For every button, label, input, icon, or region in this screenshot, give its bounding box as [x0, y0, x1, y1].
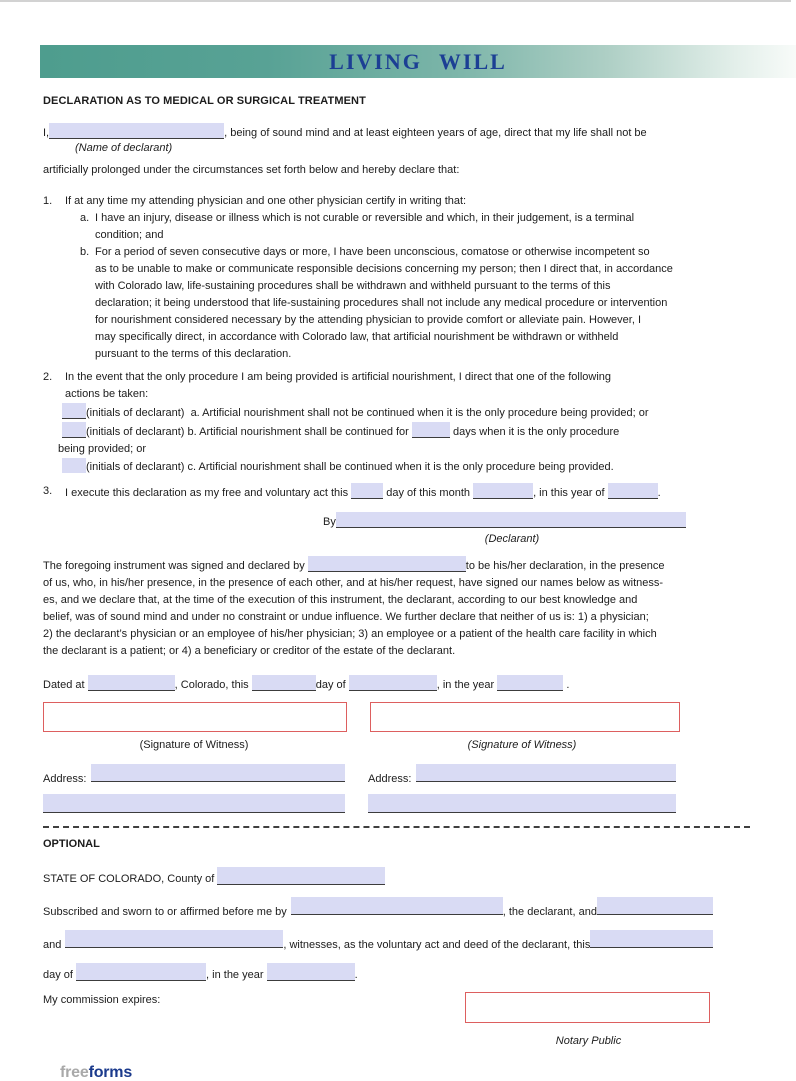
notary-month-field[interactable]: [76, 963, 206, 981]
item-2-line: In the event that the only procedure I am being provided is artificial nourishment, I direct that one of the following: [65, 371, 612, 383]
intro-pre: I,: [43, 127, 50, 139]
days-field[interactable]: [412, 422, 450, 438]
witness-signature-row: [43, 702, 748, 732]
witness2-address-field2[interactable]: [368, 794, 676, 813]
commission-row: [43, 992, 710, 1023]
option-c-text: c. Artificial nourishment shall be continued when it is the only procedure being provided.: [187, 461, 614, 473]
header-band: [40, 45, 796, 78]
item-3: [43, 483, 737, 502]
item-1b-line: declaration; it being understood that life-sustaining procedures shall not include any medical procedure or intervention: [95, 297, 668, 309]
item-1: [43, 193, 737, 363]
dated-day-field[interactable]: [252, 675, 316, 691]
item-1b-letter: b.: [80, 246, 90, 258]
item-1b-line: For a period of seven consecutive days or more, I have been unconscious, comatose or otherwise incompetent so: [95, 246, 650, 258]
witness-para-line: the declarant is a patient; or 4) a beneficiary or creditor of the estate of the declarant.: [43, 645, 456, 657]
item-3-seg3: , in this year of: [533, 487, 605, 499]
option-b-post: days when it is the only procedure: [452, 426, 620, 438]
initials-c-field[interactable]: [62, 458, 86, 473]
freeforms-logo: [60, 1064, 748, 1081]
option-a-text: a. Artificial nourishment shall not be continued when it is the only procedure being provided; or: [190, 407, 649, 419]
witness-para-seg2: to be his/her declaration, in the presence: [465, 560, 665, 572]
witness2-signature-box[interactable]: [370, 702, 680, 732]
item-1a-line: I have an injury, disease or illness which is not curable or reversible and which, in their judgement, is a terminal: [95, 212, 635, 224]
sub2-pre: and: [43, 939, 62, 951]
witness-para-line: belief, was of sound mind and under no constraint or undue influence. We further declare that neither of us is: 1) a physician;: [43, 611, 649, 623]
option-b-line: [62, 422, 748, 441]
notary-day-field[interactable]: [590, 930, 713, 948]
by-line: [323, 512, 748, 531]
witness-para-line: 2) the declarant’s physician or an employee of his/her physician; 3) an employee or a patient of the health care facility in which: [43, 628, 657, 640]
option-b-cont: being provided; or: [58, 443, 147, 455]
sub1-mid: , the declarant, and: [502, 906, 597, 918]
subscribed-line3: [43, 963, 748, 984]
execute-day-field[interactable]: [351, 483, 383, 499]
witness-para-line: of us, who, in his/her presence, in the presence of each other, and at his/her request, have signed our names below as witness-: [43, 577, 664, 589]
option-b-pre: b. Artificial nourishment shall be continued for: [187, 426, 409, 438]
item-1b-line: pursuant to the terms of this declaration.: [95, 348, 292, 360]
declaration-heading: DECLARATION AS TO MEDICAL OR SURGICAL TREATMENT: [43, 95, 366, 107]
commission-label: My commission expires:: [43, 994, 161, 1006]
declarant-signature-field[interactable]: [336, 512, 686, 528]
optional-heading: OPTIONAL: [43, 838, 100, 850]
witness2-name-field[interactable]: [65, 930, 283, 948]
address-row: [43, 764, 748, 813]
item-3-seg4: .: [657, 487, 661, 499]
intro-line2: artificially prolonged under the circumstances set forth below and hereby declare that:: [43, 164, 460, 176]
witness1-address-field1[interactable]: [91, 764, 345, 782]
witness2-address-block: [368, 764, 676, 813]
execute-year-field[interactable]: [608, 483, 658, 499]
witness2-address-line1: [368, 764, 676, 788]
subscribed-line1: [43, 897, 713, 921]
item-1b: [80, 244, 737, 363]
witness-paragraph: [43, 556, 715, 660]
item-3-line: [65, 483, 737, 502]
witness-para-seg1: The foregoing instrument was signed and declared by: [43, 560, 305, 572]
dated-seg5: .: [566, 679, 570, 691]
intro-line: [43, 123, 715, 142]
dated-seg1: Dated at: [43, 679, 85, 691]
name-caption: (Name of declarant): [75, 142, 173, 154]
witness1-caption: (Signature of Witness): [139, 739, 249, 751]
state-county-line: [43, 867, 748, 888]
dated-month-field[interactable]: [349, 675, 437, 691]
initials-b-field[interactable]: [62, 422, 86, 438]
declared-by-name-field[interactable]: [308, 556, 466, 572]
declarant-caption: (Declarant): [484, 533, 540, 545]
item-1b-line: as to be unable to make or communicate responsible decisions concerning my person; then I direct that, in accordance: [95, 263, 673, 275]
notary-year-field[interactable]: [267, 963, 355, 981]
witness1-signature-box[interactable]: [43, 702, 347, 732]
by-label: By: [323, 516, 336, 528]
witness1-address-block: [43, 764, 345, 813]
item-3-number: 3.: [43, 485, 53, 497]
dated-line: [43, 675, 748, 694]
county-field[interactable]: [217, 867, 385, 885]
option-c-line: [62, 458, 748, 476]
sub1-pre: Subscribed and sworn to or affirmed before me by: [43, 906, 287, 918]
dated-seg3: day of: [315, 679, 346, 691]
dated-seg4: , in the year: [436, 679, 495, 691]
intro-post: , being of sound mind and at least eighteen years of age, direct that my life shall not be: [224, 127, 647, 139]
address-label: Address:: [368, 773, 412, 785]
sworn-declarant-name-field[interactable]: [291, 897, 503, 915]
state-pre: STATE OF COLORADO, County of: [43, 873, 215, 885]
witness-para-line: es, and we declare that, at the time of the execution of this instrument, the declarant, according to our best knowledge and: [43, 594, 638, 606]
item-1b-line: may specifically direct, in accordance with Colorado law, that artificial nourishment be withdrawn or withheld: [95, 331, 619, 343]
sub3-mid: , in the year: [206, 969, 264, 981]
dated-city-field[interactable]: [88, 675, 175, 691]
address-label: Address:: [43, 773, 87, 785]
initials-options: [43, 403, 748, 476]
execute-month-field[interactable]: [473, 483, 533, 499]
notary-caption: Notary Public: [555, 1035, 622, 1047]
section-divider: [43, 826, 750, 828]
initials-label: (initials of declarant): [86, 407, 185, 419]
logo-free-text: free: [60, 1064, 89, 1081]
dated-year-field[interactable]: [497, 675, 563, 691]
witness2-address-field1[interactable]: [416, 764, 676, 782]
declarant-name-field[interactable]: [49, 123, 224, 139]
witness1-name-field[interactable]: [597, 897, 713, 915]
item-2-number: 2.: [43, 371, 53, 383]
notary-signature-box[interactable]: [465, 992, 710, 1023]
witness1-address-line1: [43, 764, 345, 788]
subscribed-line2: [43, 930, 713, 954]
sub3-pre: day of: [43, 969, 73, 981]
witness-caption-row: [43, 732, 748, 754]
witness-para-line: [43, 556, 715, 575]
item-1a: [80, 210, 737, 244]
page-title: LIVING WILL: [329, 49, 507, 74]
witness2-caption: (Signature of Witness): [467, 739, 577, 751]
option-a-line: [62, 403, 748, 422]
initials-a-field[interactable]: [62, 403, 86, 419]
item-1a-line: condition; and: [95, 229, 164, 241]
initials-label: (initials of declarant): [86, 461, 185, 473]
sub2-mid: , witnesses, as the voluntary act and deed of the declarant, this: [283, 939, 591, 951]
item-1b-line: with Colorado law, life-sustaining procedures shall be withdrawn and withheld pursuant to the terms of this: [95, 280, 611, 292]
witness1-address-field2[interactable]: [43, 794, 345, 813]
item-3-seg1: I execute this declaration as my free and voluntary act this: [65, 487, 349, 499]
logo-forms-text: forms: [88, 1064, 133, 1081]
item-1b-line: for nourishment considered necessary by the attending physician to provide comfort or alleviate pain. However, I: [95, 314, 642, 326]
item-1-number: 1.: [43, 195, 53, 207]
item-3-seg2: day of this month: [386, 487, 470, 499]
item-1a-letter: a.: [80, 212, 90, 224]
dated-seg2: , Colorado, this: [174, 679, 249, 691]
item-2-line: actions be taken:: [65, 388, 149, 400]
item-2: [43, 369, 737, 403]
sub3-end: .: [354, 969, 358, 981]
item-1-text: If at any time my attending physician and one other physician certify in writing that:: [65, 195, 467, 207]
initials-label: (initials of declarant): [86, 426, 185, 438]
